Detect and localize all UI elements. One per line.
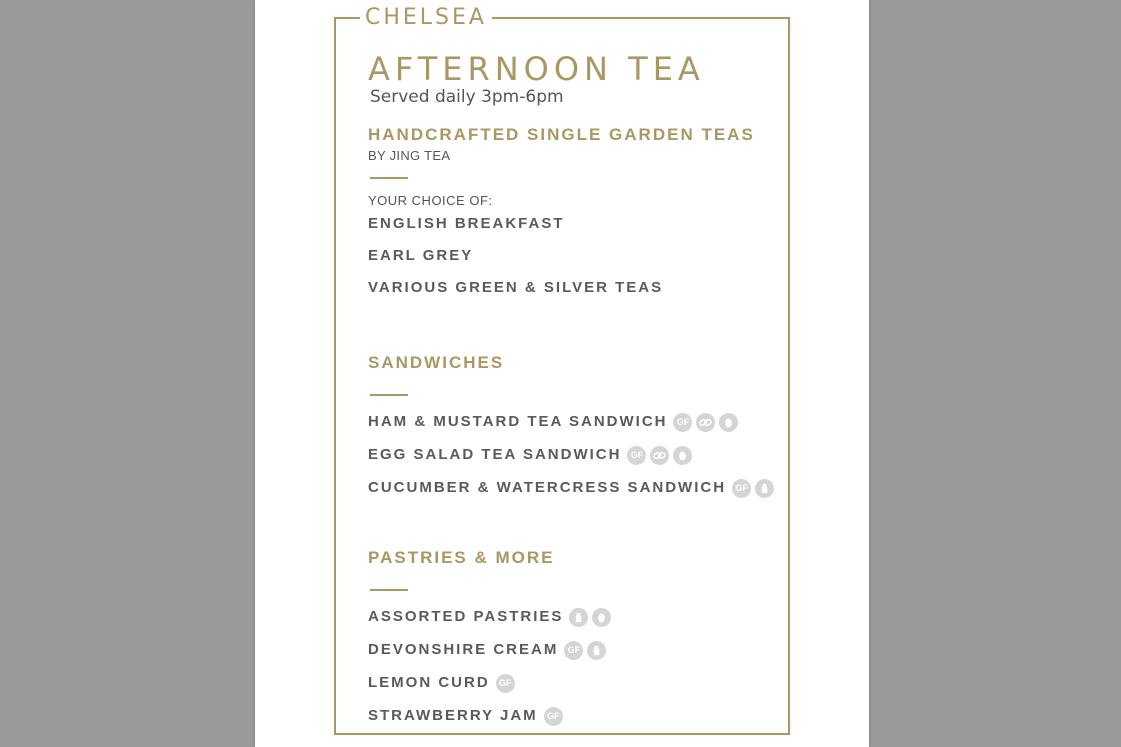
dietary-icons [564,641,606,660]
menu-subtitle: Served daily 3pm-6pm [370,87,564,107]
link-icon [696,413,715,432]
dietary-icons [627,446,692,465]
gf-icon: GF [627,446,646,465]
menu-frame [334,5,790,735]
menu-item-name: HAM & MUSTARD TEA SANDWICH [368,413,668,430]
gf-icon: GF [544,707,563,726]
menu-item-name: EARL GREY [368,247,474,264]
menu-page [255,0,869,747]
gf-icon: GF [673,413,692,432]
menu-item-name: LEMON CURD [368,674,490,691]
menu-item [368,246,778,266]
menu-item [368,640,778,660]
menu-item [368,278,778,298]
divider [370,589,408,591]
menu-item [368,706,778,726]
sandwiches-heading: SANDWICHES [368,353,505,372]
teas-list [368,214,778,298]
dietary-icons [673,413,738,432]
pastries-heading: PASTRIES & MORE [368,548,555,567]
venue-name: CHELSEA [360,5,492,31]
menu-item [368,214,778,234]
menu-content [368,49,778,739]
menu-item [368,607,778,627]
pastries-list [368,607,778,726]
menu-item [368,478,778,498]
gf-icon: GF [496,674,515,693]
milk-icon [587,641,606,660]
egg-icon [719,413,738,432]
milk-icon [569,608,588,627]
divider [370,177,408,179]
menu-item [368,673,778,693]
menu-item-name: VARIOUS GREEN & SILVER TEAS [368,279,664,296]
link-icon [650,446,669,465]
teas-heading: HANDCRAFTED SINGLE GARDEN TEAS [368,125,755,144]
dietary-icons [569,608,611,627]
teas-by: BY JING TEA [368,148,451,163]
menu-title: AFTERNOON TEA [368,50,705,88]
menu-item-name: ASSORTED PASTRIES [368,608,564,625]
menu-item-name: CUCUMBER & WATERCRESS SANDWICH [368,479,727,496]
gf-icon: GF [564,641,583,660]
dietary-icons [496,674,515,693]
menu-item-name: EGG SALAD TEA SANDWICH [368,446,622,463]
menu-item [368,412,778,432]
gf-icon: GF [732,479,751,498]
divider [370,394,408,396]
menu-item-name: ENGLISH BREAKFAST [368,215,565,232]
dietary-icons [732,479,774,498]
milk-icon [755,479,774,498]
dietary-icons [544,707,563,726]
menu-item-name: STRAWBERRY JAM [368,707,538,724]
choice-label: YOUR CHOICE OF: [368,193,493,208]
egg-icon [592,608,611,627]
menu-item [368,445,778,465]
sandwiches-list [368,412,778,498]
menu-item-name: DEVONSHIRE CREAM [368,641,559,658]
egg-icon [673,446,692,465]
